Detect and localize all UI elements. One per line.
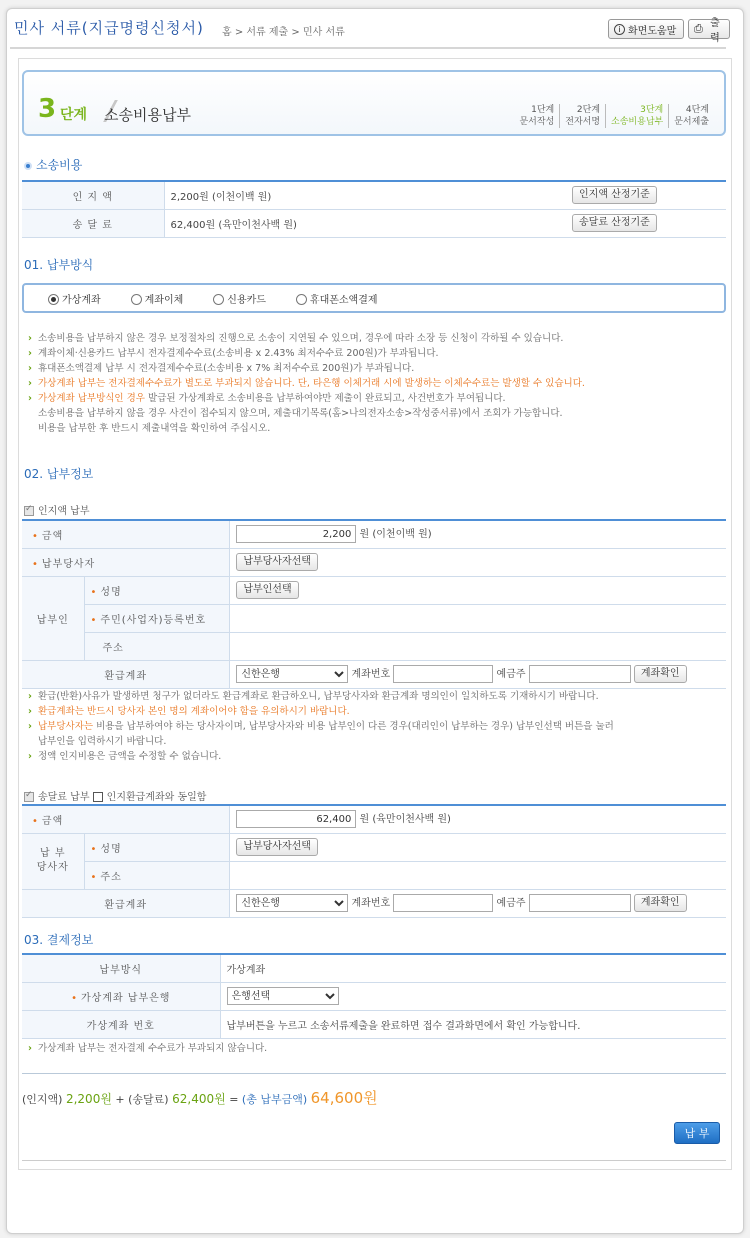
radio-bank-transfer[interactable]: 계좌이체 — [131, 291, 184, 306]
payer-addr-label: 주소 — [84, 632, 230, 660]
stamp-amount-label: • 금액 — [22, 520, 230, 548]
delivery-addr-value — [230, 861, 726, 889]
stamp-notes — [28, 689, 724, 764]
radio-icon — [296, 294, 307, 305]
step-number: 3 — [38, 94, 57, 124]
settle-bank-label: • 가상계좌 납부은행 — [22, 982, 220, 1010]
stamp-pay-table — [22, 519, 726, 689]
settle-notes — [28, 1041, 724, 1056]
note-item: 비용을 납부한 후 반드시 제출내역을 확인하여 주십시오. — [38, 423, 271, 434]
stamp-refund-label: 환급계좌 — [22, 660, 230, 688]
radio-virtual-account[interactable]: 가상계좌 — [48, 291, 101, 306]
stamp-account-input[interactable] — [393, 665, 493, 683]
payer-reg-label: • 주민(사업자)등록번호 — [84, 604, 230, 632]
holder-label: 예금주 — [496, 669, 526, 680]
same-account-checkbox[interactable]: 인지환급계좌와 동일함 — [93, 792, 207, 803]
delivery-holder-input[interactable] — [529, 894, 631, 912]
step-title: 소송비용납부 — [104, 106, 191, 124]
delivery-refund-label: 환급계좌 — [22, 889, 230, 917]
note-item: › 계좌이체·신용카드 납부시 전자결제수수료(소송비용 x 2.43% 최저수수료 200원)가 부과됩니다. — [28, 346, 724, 361]
account-label: 계좌번호 — [351, 669, 391, 680]
account-label: 계좌번호 — [351, 898, 391, 909]
delivery-cost-label: 송 달 료 — [22, 209, 164, 237]
note-item: › 정액 인지비용은 금액을 수정할 수 없습니다. — [28, 749, 724, 764]
note-item: › 환급계좌는 반드시 당사자 본인 명의 계좌이어야 함을 유의하시기 바랍니다. — [28, 704, 724, 719]
step-item: 4단계 문서제출 — [668, 104, 714, 128]
bottom-divider — [22, 1160, 726, 1161]
delivery-payer-label: 납 부 당사자 — [22, 833, 84, 889]
pay-button[interactable]: 납 부 — [674, 1122, 720, 1144]
checkbox-icon — [93, 792, 103, 802]
info-icon: i — [614, 24, 625, 35]
note-item: 납부인을 입력하시기 바랍니다. — [38, 736, 167, 747]
delivery-pay-row — [24, 788, 206, 803]
section-settle-title: 03. 결제정보 — [24, 933, 94, 947]
delivery-amount-label: • 금액 — [22, 805, 230, 833]
note-item: › 가상계좌 납부는 전자결제수수료가 별도로 부과되지 않습니다. 단, 타은행 이체거래 시에 발생하는 이체수수료는 발생할 수 있습니다. — [28, 376, 724, 391]
delivery-bank-select[interactable] — [236, 894, 348, 912]
delivery-account-input[interactable] — [393, 894, 493, 912]
section-cost-title: 소송비용 — [24, 156, 82, 173]
virtual-bank-select[interactable] — [227, 987, 339, 1005]
holder-label: 예금주 — [496, 898, 526, 909]
page-header — [10, 16, 726, 46]
page-title: 민사 서류(지급명령신청서) — [14, 19, 204, 37]
payer-party-label: • 납부당사자 — [22, 548, 230, 576]
total-stamp-value: 2,200원 — [65, 1092, 112, 1106]
settle-table — [22, 953, 726, 1039]
step-item-current: 3단계 소송비용납부 — [605, 104, 668, 128]
total-summary — [22, 1087, 378, 1108]
payer-label: 납부인 — [22, 576, 84, 660]
stamp-bank-select[interactable] — [236, 665, 348, 683]
radio-mobile-payment[interactable]: 휴대폰소액결제 — [296, 291, 378, 306]
stamp-criteria-button[interactable]: 인지액 산정기준 — [572, 186, 657, 204]
select-payer-party-button[interactable]: 납부당사자선택 — [236, 553, 318, 571]
print-button[interactable]: ⎙ 출력 — [688, 19, 730, 39]
delivery-amount-text: 원 (육만이천사백 원) — [359, 814, 451, 826]
settle-method-label: 납부방식 — [22, 954, 220, 982]
step-indicator — [22, 70, 726, 136]
select-payer-button[interactable]: 납부인선택 — [236, 581, 298, 599]
header-divider — [10, 47, 726, 49]
stamp-holder-input[interactable] — [529, 665, 631, 683]
stamp-cost-value: 2,200원 (이천이백 원) — [164, 181, 566, 209]
total-delivery-value: 62,400원 — [172, 1092, 226, 1106]
radio-credit-card[interactable]: 신용카드 — [213, 291, 266, 306]
radio-icon — [48, 294, 59, 305]
step-item: 2단계 전자서명 — [559, 104, 605, 128]
total-delivery-label: (송달료) — [128, 1093, 169, 1106]
delivery-pay-table — [22, 804, 726, 918]
delivery-name-label: • 성명 — [84, 833, 230, 861]
settle-account-label: 가상계좌 번호 — [22, 1010, 220, 1038]
payer-addr-value — [230, 632, 726, 660]
delivery-account-confirm-button[interactable]: 계좌확인 — [634, 894, 687, 912]
help-button[interactable]: i 화면도움말 — [608, 19, 684, 39]
delivery-cost-value: 62,400원 (육만이천사백 원) — [164, 209, 566, 237]
payer-name-label: • 성명 — [84, 576, 230, 604]
delivery-pay-checkbox[interactable]: ✓송달료 납부 — [24, 792, 89, 803]
payer-reg-value — [230, 604, 726, 632]
stamp-account-confirm-button[interactable]: 계좌확인 — [634, 665, 687, 683]
stamp-pay-checkbox[interactable]: ✓인지액 납부 — [24, 502, 89, 517]
total-amount-label: (총 납부금액) — [241, 1093, 308, 1106]
step-list — [514, 104, 714, 128]
payment-method-box — [22, 283, 726, 313]
section-payinfo-title: 02. 납부정보 — [24, 467, 94, 481]
cost-table — [22, 180, 726, 238]
settle-method-value: 가상계좌 — [220, 954, 726, 982]
step-item: 1단계 문서작성 — [519, 105, 555, 127]
method-notes — [28, 331, 724, 436]
printer-icon: ⎙ — [694, 22, 703, 35]
note-item: 소송비용을 납부하지 않을 경우 사건이 접수되지 않으며, 제출대기목록(홈>나의전자소송>작성중서류)에서 조회가 가능합니다. — [38, 408, 563, 419]
settle-account-value: 납부버튼을 누르고 소송서류제출을 완료하면 접수 결과화면에서 확인 가능합니다. — [220, 1010, 726, 1038]
radio-icon — [213, 294, 224, 305]
note-item: › 소송비용을 납부하지 않은 경우 보정절차의 진행으로 소송이 지연될 수 있으며, 경우에 따라 소장 등 신청이 각하될 수 있습니다. — [28, 331, 724, 346]
note-item: › 납부당사자는 비용을 납부하여야 하는 당사자이며, 납부당사자와 비용 납부인이 다른 경우(대리인이 납부하는 경우) 납부인선택 버튼을 눌러 — [28, 719, 724, 734]
note-item: › 가상계좌 납부는 전자결제 수수료가 부과되지 않습니다. — [28, 1041, 724, 1056]
note-item: › 환급(반환)사유가 발생하면 청구가 없더라도 환급계좌로 환급하오니, 납부당사자와 환급계좌 명의인이 일치하도록 기재하시기 바랍니다. — [28, 689, 724, 704]
plus-sign: + — [115, 1093, 125, 1106]
stamp-amount-input[interactable] — [236, 525, 356, 543]
total-divider — [22, 1073, 726, 1074]
note-item: › 휴대폰소액결제 납부 시 전자결제수수료(소송비용 x 7% 최저수수료 200원)가 부과됩니다. — [28, 361, 724, 376]
radio-icon — [131, 294, 142, 305]
bullet-icon — [24, 162, 32, 170]
delivery-amount-input[interactable] — [236, 810, 356, 828]
step-unit: 단계 — [60, 107, 88, 123]
checkbox-icon — [24, 792, 34, 802]
delivery-criteria-button[interactable]: 송달료 산정기준 — [572, 214, 657, 232]
checkbox-icon — [24, 506, 34, 516]
delivery-select-payer-button[interactable]: 납부당사자선택 — [236, 838, 318, 856]
total-stamp-label: (인지액) — [22, 1093, 63, 1106]
breadcrumb: 홈 > 서류 제출 > 민사 서류 — [222, 27, 345, 38]
stamp-cost-label: 인 지 액 — [22, 181, 164, 209]
note-item: › 가상계좌 납부방식인 경우 발급된 가상계좌로 소송비용을 납부하여야만 제출이 완료되고, 사건번호가 부여됩니다. — [28, 391, 724, 406]
section-method-title: 01. 납부방식 — [24, 258, 94, 272]
total-amount-value: 64,600원 — [310, 1089, 378, 1107]
stamp-amount-text: 원 (이천이백 원) — [359, 529, 432, 541]
equals-sign: = — [229, 1093, 239, 1106]
delivery-addr-label: • 주소 — [84, 861, 230, 889]
